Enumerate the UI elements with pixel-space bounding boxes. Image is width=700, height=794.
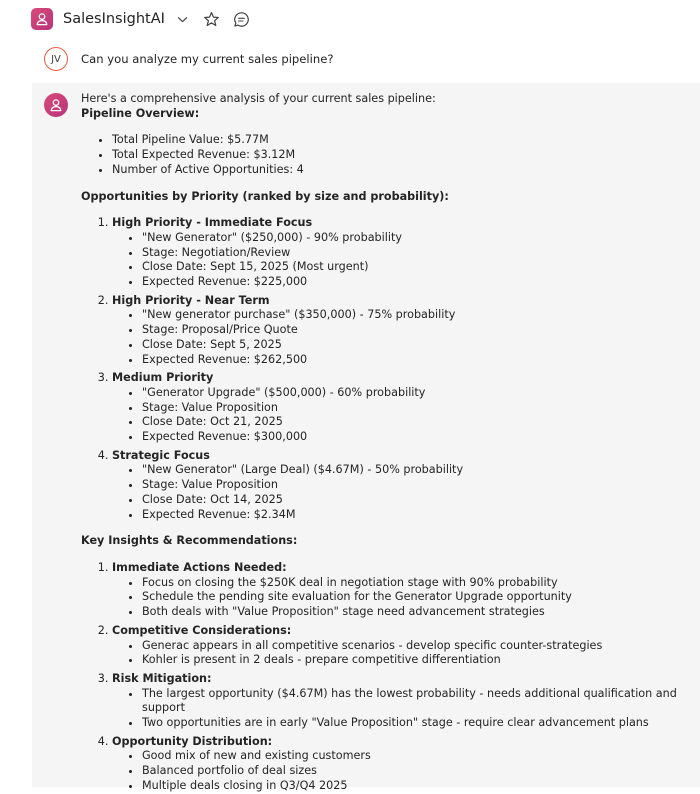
list-item: • "Generator Upgrade" ($500,000) - 60% probability: [142, 386, 696, 401]
list-item: • Stage: Value Proposition: [142, 478, 696, 493]
list-item: • Kohler is present in 2 deals - prepare competitive differentiation: [142, 653, 696, 668]
insight-title: Immediate Actions Needed:: [112, 560, 287, 574]
response-content: [81, 92, 696, 794]
bot-avatar: [44, 93, 68, 117]
list-item: • Number of Active Opportunities: 4: [112, 163, 696, 178]
insight-item: [112, 624, 696, 672]
list-item: • Total Expected Revenue: $3.12M: [112, 148, 696, 163]
list-item: • Close Date: Sept 15, 2025 (Most urgent): [142, 260, 696, 275]
opportunity-item: [112, 371, 696, 449]
list-item: • Multiple deals closing in Q3/Q4 2025: [142, 779, 696, 794]
opportunity-title: High Priority - Immediate Focus: [112, 216, 313, 230]
star-icon[interactable]: [203, 11, 220, 28]
opportunity-item: [112, 216, 696, 294]
opportunity-item: [112, 294, 696, 372]
opportunity-item: [112, 449, 696, 523]
list-item: • "New generator purchase" ($350,000) - 75% probability: [142, 308, 696, 323]
insight-item: [112, 561, 696, 624]
overview-heading: Pipeline Overview:: [81, 106, 200, 120]
user-message: Can you analyze my current sales pipeline?: [81, 52, 334, 66]
list-item: • "New Generator" ($250,000) - 90% probability: [142, 231, 696, 246]
list-item: • Both deals with "Value Proposition" stage need advancement strategies: [142, 605, 696, 620]
response-intro: Here's a comprehensive analysis of your current sales pipeline:: [81, 92, 436, 105]
list-item: • Schedule the pending site evaluation for the Generator Upgrade opportunity: [142, 590, 696, 605]
opportunity-title: High Priority - Near Term: [112, 293, 270, 307]
app-title: SalesInsightAI: [63, 11, 165, 27]
app-avatar: [31, 8, 53, 30]
user-message-row: [0, 39, 700, 79]
list-item: • Expected Revenue: $300,000: [142, 430, 696, 445]
list-item: • The largest opportunity ($4.67M) has the lowest probability - needs additional qualification and support: [142, 687, 696, 716]
opportunity-title: Strategic Focus: [112, 448, 210, 462]
app-header: [0, 0, 700, 38]
overview-list: [81, 133, 696, 177]
list-item: • Close Date: Sept 5, 2025: [142, 338, 696, 353]
list-item: • Generac appears in all competitive scenarios - develop specific counter-strategies: [142, 639, 696, 654]
chevron-down-icon[interactable]: [177, 14, 188, 25]
list-item: • Close Date: Oct 14, 2025: [142, 493, 696, 508]
user-avatar: JV: [44, 47, 68, 71]
insight-title: Opportunity Distribution:: [112, 734, 273, 748]
list-item: • Expected Revenue: $2.34M: [142, 508, 696, 523]
list-item: • Close Date: Oct 21, 2025: [142, 415, 696, 430]
insights-heading: Key Insights & Recommendations:: [81, 534, 298, 548]
opportunities-list: [81, 216, 696, 522]
list-item: • "New Generator" (Large Deal) ($4.67M) - 50% probability: [142, 463, 696, 478]
insights-list: [81, 561, 696, 794]
opportunity-title: Medium Priority: [112, 371, 214, 385]
list-item: • Expected Revenue: $225,000: [142, 275, 696, 290]
list-item: • Stage: Value Proposition: [142, 401, 696, 416]
priority-heading: Opportunities by Priority (ranked by size and probability):: [81, 189, 449, 203]
list-item: • Focus on closing the $250K deal in negotiation stage with 90% probability: [142, 576, 696, 591]
list-item: • Two opportunities are in early "Value Proposition" stage - require clear advancement plans: [142, 716, 696, 731]
person-icon: [49, 98, 63, 112]
list-item: • Expected Revenue: $262,500: [142, 353, 696, 368]
insight-item: [112, 735, 696, 794]
list-item: • Balanced portfolio of deal sizes: [142, 764, 696, 779]
chat-icon[interactable]: [233, 11, 250, 28]
insight-item: [112, 672, 696, 735]
insight-title: Competitive Considerations:: [112, 623, 292, 637]
list-item: • Total Pipeline Value: $5.77M: [112, 133, 696, 148]
list-item: • Stage: Negotiation/Review: [142, 246, 696, 261]
list-item: • Good mix of new and existing customers: [142, 749, 696, 764]
person-icon: [35, 12, 49, 26]
assistant-response: [32, 83, 700, 792]
list-item: • Stage: Proposal/Price Quote: [142, 323, 696, 338]
insight-title: Risk Mitigation:: [112, 671, 212, 685]
